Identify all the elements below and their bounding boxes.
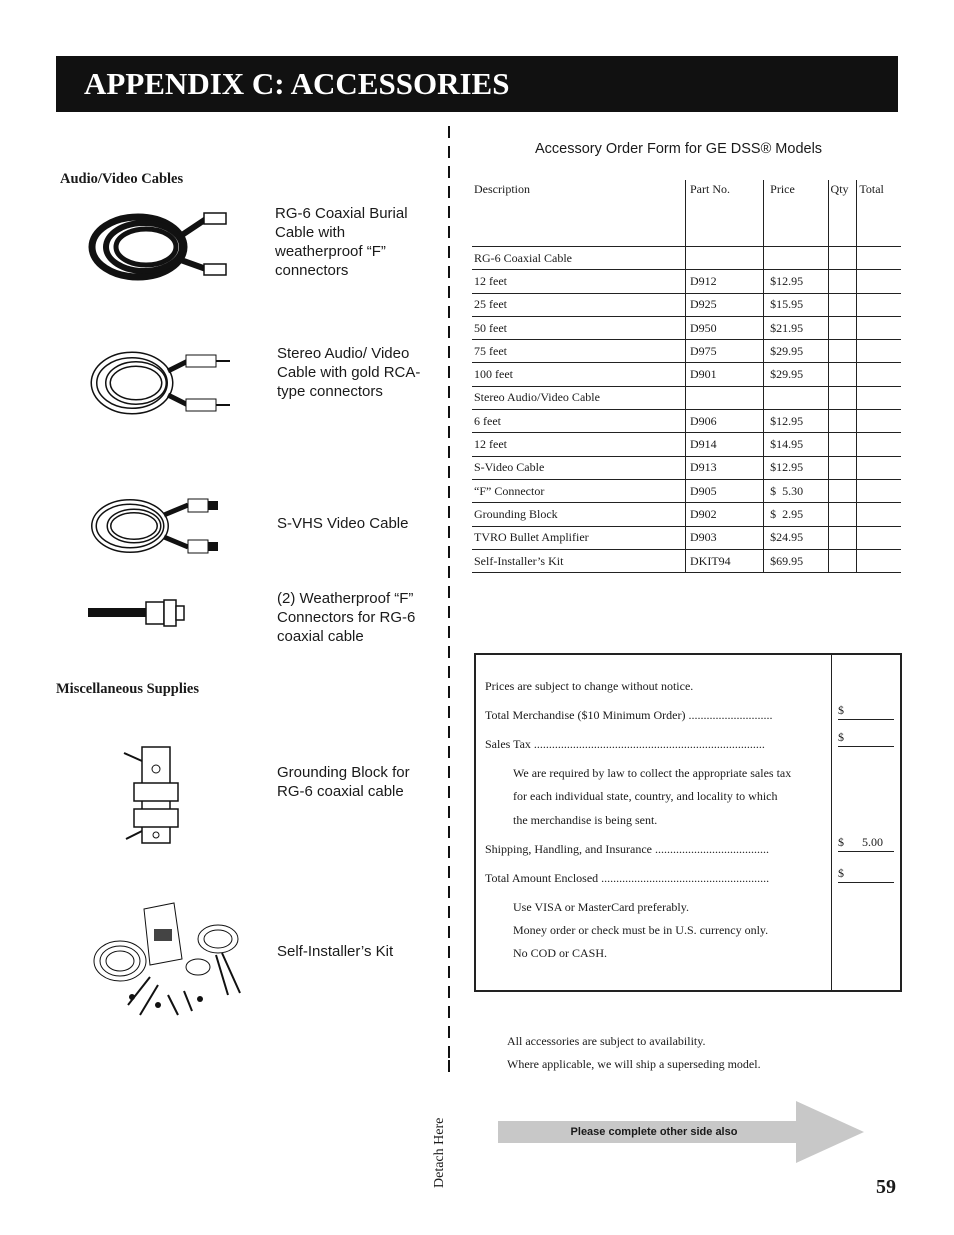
- row-qty-field[interactable]: [828, 433, 857, 456]
- row-qty-field[interactable]: [828, 503, 857, 526]
- row-qty-field[interactable]: [828, 293, 857, 316]
- table-row: [472, 316, 901, 339]
- tax-note-line: the merchandise is being sent.: [513, 813, 658, 827]
- row-total-field[interactable]: [857, 270, 901, 293]
- table-row: [472, 433, 901, 456]
- total-amount-field[interactable]: $: [838, 866, 894, 883]
- row-price: $12.95: [764, 410, 828, 433]
- f-connector-label: (2) Weatherproof “F” Connectors for RG-6 coaxial cable: [277, 590, 416, 645]
- row-part-no: D902: [686, 503, 764, 526]
- table-row: [472, 270, 901, 293]
- row-description: 50 feet: [472, 316, 686, 339]
- table-row: [472, 340, 901, 363]
- payment-note-line: Money order or check must be in U.S. currency only.: [513, 923, 769, 937]
- row-qty-field[interactable]: [828, 386, 857, 409]
- table-header-row: [472, 180, 901, 247]
- row-qty-field[interactable]: [828, 247, 857, 270]
- row-qty-field[interactable]: [828, 270, 857, 293]
- grounding-block-icon: [120, 743, 182, 851]
- row-qty-field[interactable]: [828, 363, 857, 386]
- payment-note-line: No COD or CASH.: [513, 946, 608, 960]
- row-description: 12 feet: [472, 433, 686, 456]
- row-part-no: D901: [686, 363, 764, 386]
- coaxial-cable-icon: [86, 207, 234, 285]
- row-total-field[interactable]: [857, 410, 901, 433]
- row-part-no: [686, 247, 764, 270]
- table-row: [472, 247, 901, 270]
- f-connector-icon: [88, 598, 188, 628]
- header-part-no: Part No.: [686, 180, 764, 247]
- table-row: [472, 410, 901, 433]
- order-summary-box: [474, 653, 902, 992]
- availability-note: All accessories are subject to availability.: [507, 1034, 706, 1048]
- table-row: [472, 549, 901, 572]
- header-description: Description: [472, 180, 686, 247]
- sales-tax-label: Sales Tax .............................................................................: [485, 737, 765, 751]
- price-notice: Prices are subject to change without notice.: [485, 679, 694, 693]
- row-price: $69.95: [764, 549, 828, 572]
- row-total-field[interactable]: [857, 340, 901, 363]
- shipping-amount-field: $ 5.00: [838, 835, 894, 852]
- row-description: 6 feet: [472, 410, 686, 433]
- header-total: Total: [857, 180, 901, 247]
- shipping-label: Shipping, Handling, and Insurance ......................................: [485, 842, 769, 856]
- order-table: [472, 180, 901, 573]
- row-description: 75 feet: [472, 340, 686, 363]
- row-total-field[interactable]: [857, 526, 901, 549]
- row-part-no: D950: [686, 316, 764, 339]
- row-total-field[interactable]: [857, 503, 901, 526]
- row-total-field[interactable]: [857, 479, 901, 502]
- complete-other-side-label: Please complete other side also: [570, 1126, 738, 1138]
- row-part-no: D903: [686, 526, 764, 549]
- table-row: [472, 526, 901, 549]
- row-total-field[interactable]: [857, 549, 901, 572]
- row-qty-field[interactable]: [828, 526, 857, 549]
- page-banner: APPENDIX C: ACCESSORIES: [56, 56, 898, 112]
- installer-kit-icon: [88, 895, 250, 1029]
- row-description: Stereo Audio/Video Cable: [472, 386, 686, 409]
- row-part-no: D913: [686, 456, 764, 479]
- row-qty-field[interactable]: [828, 340, 857, 363]
- row-price: [764, 386, 828, 409]
- header-price: Price: [764, 180, 828, 247]
- row-part-no: DKIT94: [686, 549, 764, 572]
- row-qty-field[interactable]: [828, 316, 857, 339]
- row-qty-field[interactable]: [828, 479, 857, 502]
- row-description: TVRO Bullet Amplifier: [472, 526, 686, 549]
- order-form-title: Accessory Order Form for GE DSS® Models: [535, 141, 823, 157]
- page-number: 59: [876, 1176, 896, 1198]
- row-part-no: D906: [686, 410, 764, 433]
- table-row: [472, 456, 901, 479]
- table-row: [472, 386, 901, 409]
- grounding-block-label: Grounding Block for RG-6 coaxial cable: [277, 764, 410, 800]
- row-price: $24.95: [764, 526, 828, 549]
- row-qty-field[interactable]: [828, 456, 857, 479]
- misc-supplies-heading: Miscellaneous Supplies: [56, 681, 200, 697]
- installer-kit-label: Self-Installer’s Kit: [277, 943, 394, 960]
- row-total-field[interactable]: [857, 456, 901, 479]
- row-description: RG-6 Coaxial Cable: [472, 247, 686, 270]
- table-row: [472, 293, 901, 316]
- row-price: $14.95: [764, 433, 828, 456]
- row-price: $29.95: [764, 363, 828, 386]
- row-part-no: D975: [686, 340, 764, 363]
- svhs-cable-icon: [88, 495, 228, 557]
- row-price: $15.95: [764, 293, 828, 316]
- row-part-no: [686, 386, 764, 409]
- payment-note-line: Use VISA or MasterCard preferably.: [513, 900, 689, 914]
- table-row: [472, 479, 901, 502]
- svhs-cable-label: S-VHS Video Cable: [277, 515, 409, 532]
- row-total-field[interactable]: [857, 363, 901, 386]
- row-description: “F” Connector: [472, 479, 686, 502]
- total-merchandise-label: Total Merchandise ($10 Minimum Order) ............................: [485, 708, 773, 722]
- row-total-field[interactable]: [857, 386, 901, 409]
- row-part-no: D905: [686, 479, 764, 502]
- superseding-note: Where applicable, we will ship a superseding model.: [507, 1057, 761, 1071]
- row-part-no: D925: [686, 293, 764, 316]
- summary-divider: [831, 655, 832, 990]
- row-qty-field[interactable]: [828, 410, 857, 433]
- row-total-field[interactable]: [857, 433, 901, 456]
- row-total-field[interactable]: [857, 316, 901, 339]
- row-part-no: D912: [686, 270, 764, 293]
- rca-cable-label: Stereo Audio/ Video Cable with gold RCA-type connectors: [277, 345, 421, 400]
- coaxial-cable-label: RG-6 Coaxial Burial Cable with weatherproof “F” connectors: [275, 205, 408, 279]
- row-total-field[interactable]: [857, 293, 901, 316]
- row-description: 25 feet: [472, 293, 686, 316]
- row-description: Grounding Block: [472, 503, 686, 526]
- row-price: $ 2.95: [764, 503, 828, 526]
- row-part-no: D914: [686, 433, 764, 456]
- row-price: [764, 247, 828, 270]
- rca-cable-icon: [88, 347, 236, 419]
- sales-tax-amount-field[interactable]: $: [838, 730, 894, 747]
- total-enclosed-label: Total Amount Enclosed ........................................................: [485, 871, 770, 885]
- row-price: $12.95: [764, 456, 828, 479]
- row-price: $12.95: [764, 270, 828, 293]
- detach-here-label: Detach Here: [432, 1117, 447, 1188]
- row-price: $ 5.30: [764, 479, 828, 502]
- row-description: 12 feet: [472, 270, 686, 293]
- tax-note-line: We are required by law to collect the appropriate sales tax: [513, 766, 792, 780]
- row-qty-field[interactable]: [828, 549, 857, 572]
- row-description: Self-Installer’s Kit: [472, 549, 686, 572]
- row-price: $21.95: [764, 316, 828, 339]
- row-description: S-Video Cable: [472, 456, 686, 479]
- tax-note-line: for each individual state, country, and locality to which: [513, 789, 778, 803]
- table-row: [472, 503, 901, 526]
- merchandise-amount-field[interactable]: $: [838, 703, 894, 720]
- row-description: 100 feet: [472, 363, 686, 386]
- header-qty: Qty: [828, 180, 857, 247]
- table-row: [472, 363, 901, 386]
- row-total-field[interactable]: [857, 247, 901, 270]
- row-price: $29.95: [764, 340, 828, 363]
- av-cables-heading: Audio/Video Cables: [60, 171, 184, 187]
